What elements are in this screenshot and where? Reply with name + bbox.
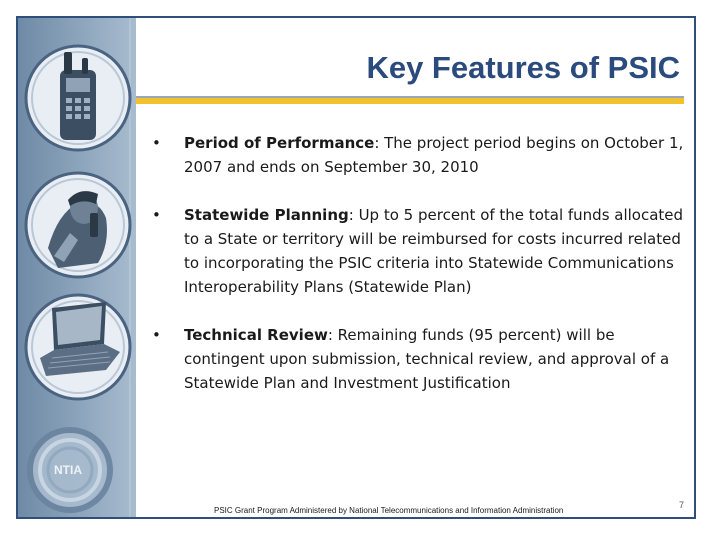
page-number: 7 (679, 500, 685, 510)
bullet-text: : The project period begins on October 1, 2007 and ends on September 30, 2010 (184, 134, 684, 176)
slide-title: Key Features of PSIC (366, 50, 680, 85)
bullet-item-period-of-performance (152, 131, 687, 179)
bullet-term: Period of Performance (184, 134, 375, 152)
bullet-text: : Remaining funds (95 percent) will be contingent upon submission, technical review, and approval of a Statewide Plan and Investment Justification (184, 326, 670, 392)
bullet-icon: • (152, 134, 161, 152)
svg-text:NTIA: NTIA (54, 463, 82, 477)
bullet-icon: • (152, 206, 161, 224)
sidebar-graphics (18, 18, 136, 517)
bullet-term: Technical Review (184, 326, 328, 344)
bullet-item-technical-review (152, 323, 687, 395)
title-accent-rule (136, 98, 684, 104)
radio-icon (26, 46, 130, 150)
bullet-term: Statewide Planning (184, 206, 349, 224)
slide-footer: PSIC Grant Program Administered by National Telecommunications and Information Administration (214, 506, 564, 515)
officer-with-radio-icon (26, 173, 130, 277)
laptop-icon (26, 295, 130, 399)
bullet-item-statewide-planning (152, 203, 687, 299)
bullet-icon: • (152, 326, 161, 344)
decorative-sidebar (18, 18, 136, 517)
bullet-text: : Up to 5 percent of the total funds allocated to a State or territory will be reimbursed for costs incurred related to incorporating the PSIC criteria into Statewide Communications Interoperability Plans (Statewide Plan) (184, 206, 684, 296)
ntia-seal-logo (30, 430, 110, 510)
bullet-list (152, 131, 687, 419)
